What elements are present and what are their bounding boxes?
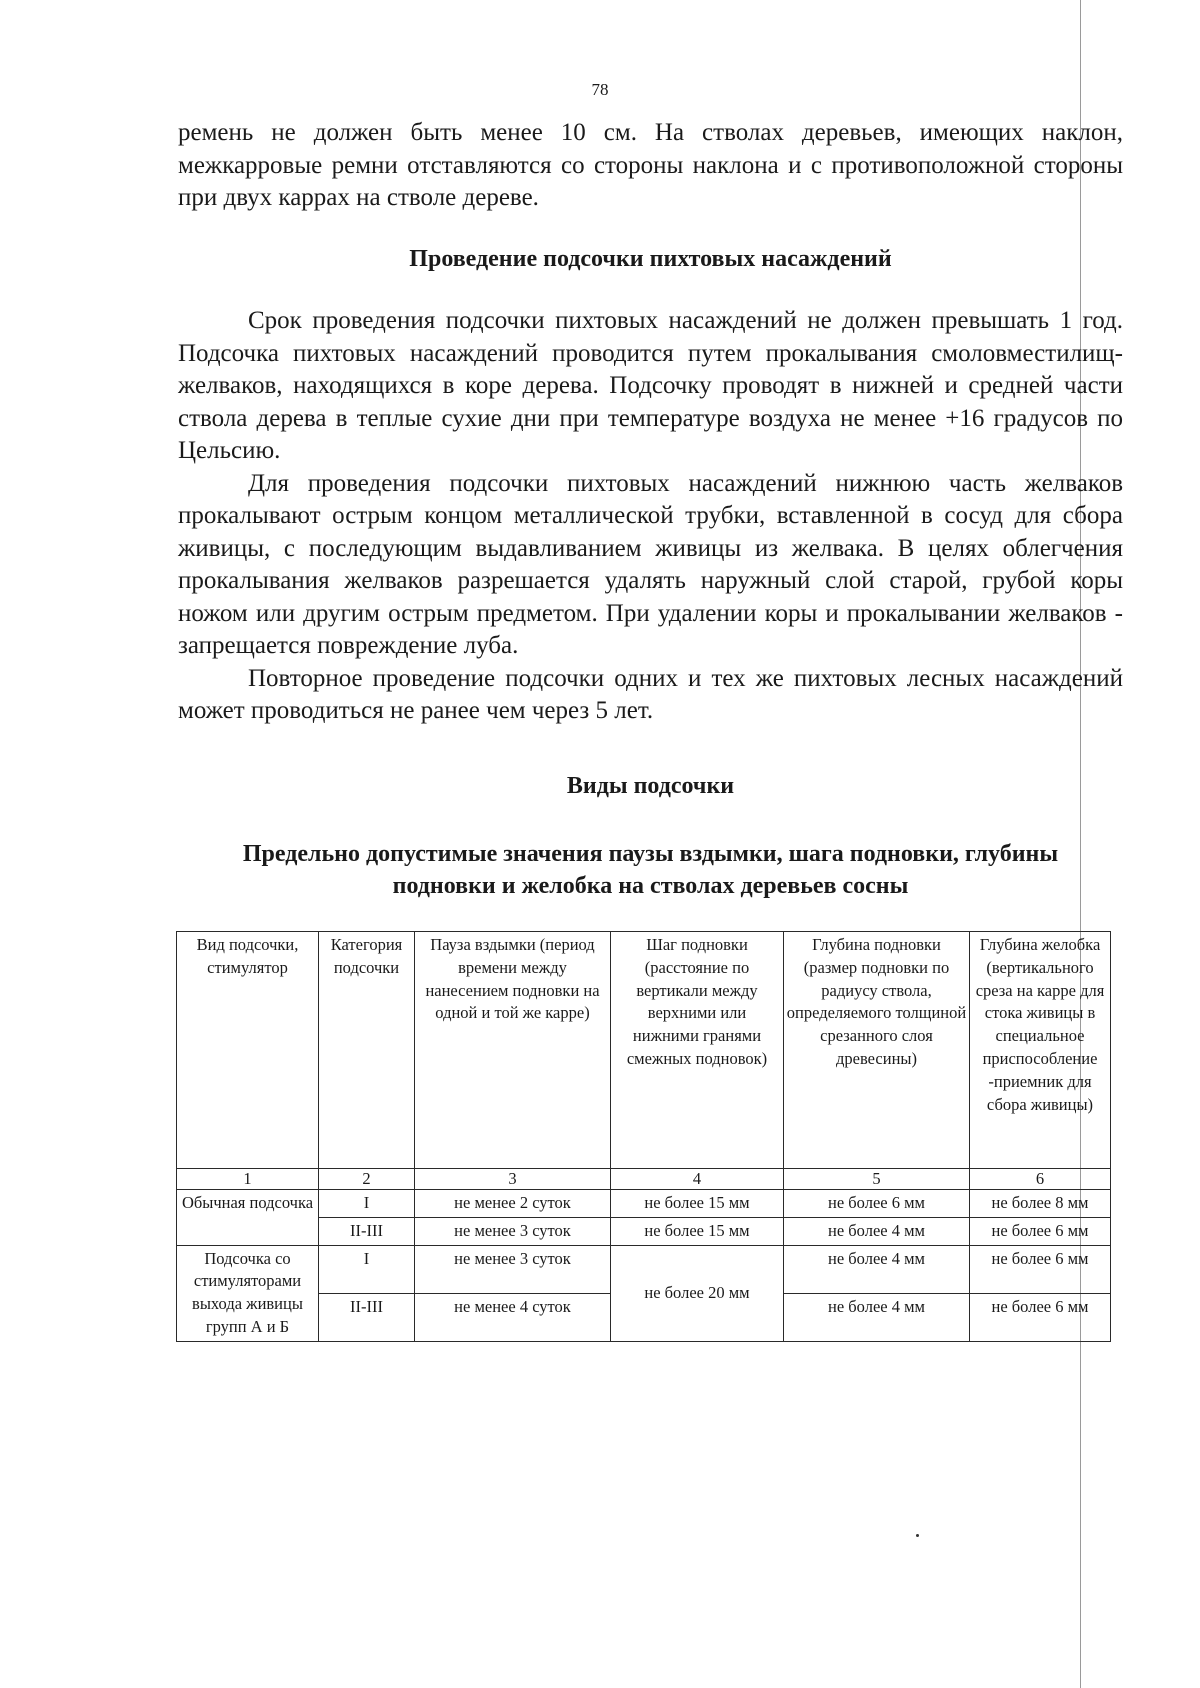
section-heading-fir: Проведение подсочки пихтовых насаждений bbox=[409, 246, 892, 272]
tapping-type-cell: Подсочка со стимуляторами выхода живицы групп А и Б bbox=[177, 1245, 319, 1341]
depth-cell: не более 4 мм bbox=[784, 1245, 970, 1293]
intro-text: ремень не должен быть менее 10 см. На стволах деревьев, имеющих наклон, межкарровые ремни отставляются со стороны наклона и с противоположной стороны при двух каррах на стволе дереве. bbox=[178, 119, 1123, 211]
groove-cell: не более 6 мм bbox=[970, 1293, 1111, 1341]
header-cell: Категория подсочки bbox=[319, 932, 415, 1169]
paragraph: Срок проведения подсочки пихтовых насаждений не должен превышать 1 год. Подсочка пихтовых насаждений проводится путем прокалывания смоловместилищ-желваков, находящихся в коре дерева. Подсочку проводят в нижней и средней части ствола дерева в теплые сухие дни при температуре воздуха не менее +16 градусов по Цельсию. bbox=[178, 307, 1123, 464]
table-row bbox=[177, 1190, 1111, 1218]
column-number: 3 bbox=[415, 1169, 611, 1190]
header-cell: Пауза вздымки (период времени между нанесением подновки на одной и той же карре) bbox=[415, 932, 611, 1169]
header-cell: Вид подсочки, стимулятор bbox=[177, 932, 319, 1169]
pause-cell: не менее 3 суток bbox=[415, 1245, 611, 1293]
pause-cell: не менее 2 суток bbox=[415, 1190, 611, 1218]
table-title: Предельно допустимые значения паузы вздымки, шага подновки, глубины подновки и желобка на стволах деревьев сосны bbox=[242, 841, 1059, 899]
header-cell: Глубина желобка (вертикального среза на карре для стока живицы в специальное приспособление -приемник для сбора живицы) bbox=[970, 932, 1111, 1169]
tapping-type-cell: Обычная подсочка bbox=[177, 1190, 319, 1246]
category-cell: I bbox=[319, 1245, 415, 1293]
category-cell: I bbox=[319, 1190, 415, 1218]
section-heading-types: Виды подсочки bbox=[566, 773, 735, 799]
groove-cell: не более 6 мм bbox=[970, 1245, 1111, 1293]
groove-cell: не более 6 мм bbox=[970, 1217, 1111, 1245]
norms-table-wrapper bbox=[176, 931, 1110, 1342]
scan-speck bbox=[916, 1534, 919, 1537]
depth-cell: не более 4 мм bbox=[784, 1293, 970, 1341]
column-number: 6 bbox=[970, 1169, 1111, 1190]
depth-cell: не более 6 мм bbox=[784, 1190, 970, 1218]
intro-paragraph bbox=[178, 117, 1123, 215]
header-cell: Глубина подновки (размер подновки по радиусу ствола, определяемого толщиной срезанного слоя древесины) bbox=[784, 932, 970, 1169]
category-cell: II-III bbox=[319, 1293, 415, 1341]
category-cell: II-III bbox=[319, 1217, 415, 1245]
section-fir-body bbox=[178, 305, 1123, 728]
table-header-row bbox=[177, 932, 1111, 1169]
pause-cell: не менее 3 суток bbox=[415, 1217, 611, 1245]
column-number: 1 bbox=[177, 1169, 319, 1190]
column-number: 5 bbox=[784, 1169, 970, 1190]
step-cell: не более 15 мм bbox=[611, 1217, 784, 1245]
header-cell: Шаг подновки (расстояние по вертикали между верхними или нижними гранями смежных подновок) bbox=[611, 932, 784, 1169]
paragraph: Для проведения подсочки пихтовых насаждений нижнюю часть желваков прокалывают острым концом металлической трубки, вставленной в сосуд для сбора живицы, с последующим выдавливанием живицы из желвака. В целях облегчения прокалывания желваков разрешается удалять наружный слой старой, грубой коры ножом или другим острым предметом. При удалении коры и прокалывании желваков - запрещается повреждение луба. bbox=[178, 469, 1123, 659]
groove-cell: не более 8 мм bbox=[970, 1190, 1111, 1218]
depth-cell: не более 4 мм bbox=[784, 1217, 970, 1245]
page-number: 78 bbox=[591, 80, 609, 99]
column-number: 4 bbox=[611, 1169, 784, 1190]
pause-cell: не менее 4 суток bbox=[415, 1293, 611, 1341]
paragraph: Повторное проведение подсочки одних и тех же пихтовых лесных насаждений может проводиться не ранее чем через 5 лет. bbox=[178, 664, 1123, 724]
column-number-row bbox=[177, 1169, 1111, 1190]
step-cell-shared: не более 20 мм bbox=[611, 1245, 784, 1341]
column-number: 2 bbox=[319, 1169, 415, 1190]
table-row bbox=[177, 1245, 1111, 1293]
step-cell: не более 15 мм bbox=[611, 1190, 784, 1218]
norms-table bbox=[176, 931, 1111, 1342]
